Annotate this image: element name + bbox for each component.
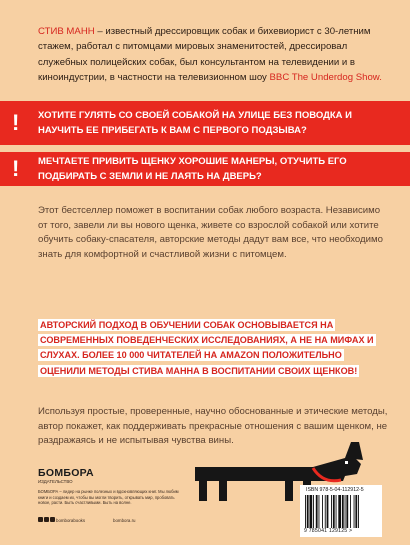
- social-handle-text: bomborabooks: [56, 518, 86, 523]
- highlight-text: АВТОРСКИЙ ПОДХОД В ОБУЧЕНИИ СОБАК ОСНОВЫВАЕТСЯ НА СОВРЕМЕННЫХ ПОВЕДЕНЧЕСКИХ ИССЛЕДОВАНИЯХ, А НЕ НА МИФАХ И СЛУХАХ. БОЛЕЕ 10 000 ЧИТАТЕЛЕЙ НА AMAZON ПОЛОЖИТЕЛЬНО ОЦЕНИЛИ МЕТОДЫ СТИВА МАННА В ВОСПИТАНИИ СВОИХ ЩЕНКОВ!: [40, 320, 374, 376]
- exclamation-icon: !: [12, 156, 20, 181]
- barcode-bars: [305, 495, 377, 528]
- closing-paragraph: Используя простые, проверенные, научно обоснованные и этические методы, автор покажет, как поддерживать прекрасные отношения с вашим щенком, не раздражаясь и не испытывая чувства вины.: [38, 406, 388, 447]
- social-icon: [38, 517, 43, 522]
- publisher-social: [38, 517, 136, 523]
- exclamation-icon: !: [12, 110, 20, 135]
- social-handle: [38, 517, 85, 523]
- barcode: [300, 485, 382, 537]
- highlight-block: [38, 318, 390, 379]
- author-bio-text: – известный дрессировщик собак и бихевиорист с 30-летним стажем, работал с питомцами мировых знаменитостей, дрессировал служебных полицейских собак, был консультантом на телевидении и в киноиндустрии, в частности на телевизионном шоу: [38, 26, 371, 84]
- author-name: СТИВ МАНН: [38, 26, 95, 37]
- publisher-description: БОМБОРА – лидер на рынке полезных и вдохновляющих книг. Мы любим книги и создаем их, чтобы вы могли творить, открывать мир, пробовать новое, расти. Быть счастливыми. Быть на волне.: [38, 489, 179, 506]
- intro-paragraph: Этот бестселлер поможет в воспитании собак любого возраста. Независимо от того, завели ли вы нового щенка, живете со взрослой собакой или хотите обучить собаку-спасателя, авторские методы дадут вам все, что необходимо знать для комфортной и счастливой жизни с питомцем.: [38, 205, 383, 261]
- social-icon: [44, 517, 49, 522]
- social-icon: [50, 517, 55, 522]
- publisher-logo: БОМБОРА: [38, 467, 94, 479]
- isbn-text: ISBN 978-5-04-112912-5: [306, 487, 364, 493]
- bullet-text-1: ХОТИТЕ ГУЛЯТЬ СО СВОЕЙ СОБАКОЙ НА УЛИЦЕ БЕЗ ПОВОДКА И НАУЧИТЬ ЕЕ ПРИБЕГАТЬ К ВАМ С ПЕРВОГО ПОДЗЫВА?: [38, 110, 352, 136]
- bullet-band-2: [0, 152, 410, 186]
- bullet-band-1: [0, 101, 410, 145]
- show-name: BBC The Underdog Show.: [269, 72, 382, 84]
- bullet-text-2: МЕЧТАЕТЕ ПРИВИТЬ ЩЕНКУ ХОРОШИЕ МАНЕРЫ, ОТУЧИТЬ ЕГО ПОДБИРАТЬ С ЗЕМЛИ И НЕ ЛАЯТЬ НА ДВЕРЬ?: [38, 156, 347, 182]
- publisher-site: bombora.ru: [113, 517, 136, 523]
- barcode-number: 9 785041 129125 >: [304, 528, 353, 534]
- publisher-logo-subtitle: ИЗДАТЕЛЬСТВО: [38, 479, 73, 484]
- author-bio: [38, 24, 392, 86]
